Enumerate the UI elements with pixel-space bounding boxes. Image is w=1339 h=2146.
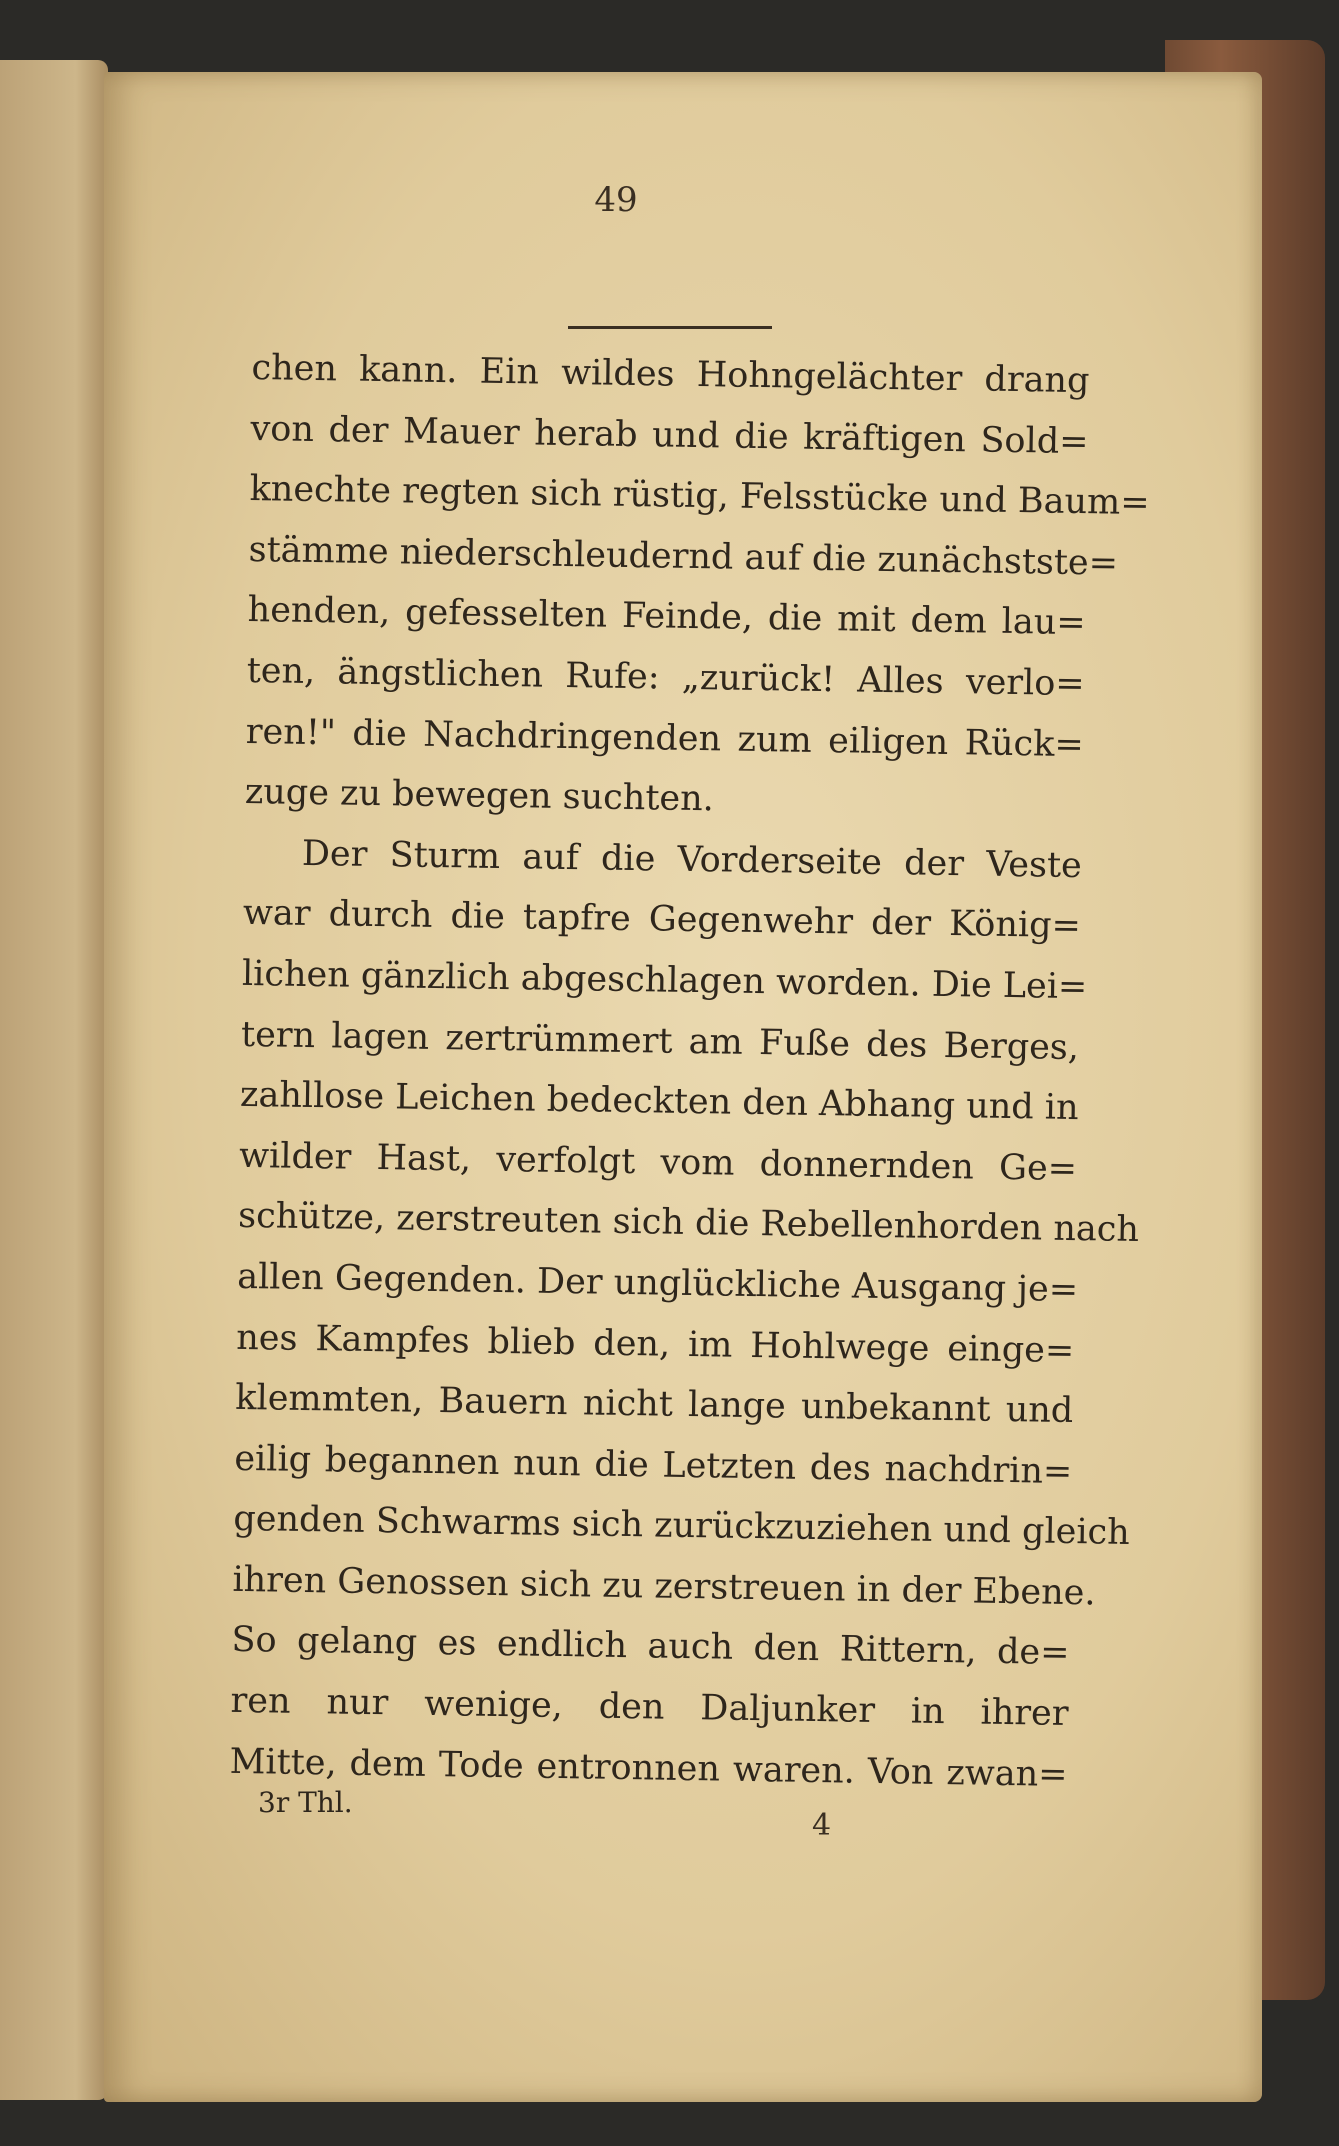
text-line: zahllose Leichen bedeckten den Abhang und in — [239, 1075, 1079, 1129]
signature-mark: 4 — [812, 1808, 832, 1843]
text-line: Der Sturm auf die Vorderseite der Veste — [301, 833, 1083, 886]
body-text — [229, 338, 1150, 1805]
text-line: schütze, zerstreuten sich die Rebellenhorden nach — [237, 1196, 1140, 1251]
text-line: eilig begannen nun die Letzten des nachdrin= — [234, 1438, 1073, 1492]
text-line: ihren Genossen sich zu zerstreuen in der Ebene. — [232, 1559, 1096, 1614]
text-line: ren nur wenige, den Daljunker in ihrer — [230, 1680, 1069, 1735]
text-line: wilder Hast, verfolgt vom donnernden Ge= — [238, 1135, 1078, 1189]
text-line: ten, ängstlichen Rufe: „zurück! Alles verlo= — [246, 650, 1085, 705]
text-line: Mitte, dem Tode entronnen waren. Von zwan= — [229, 1741, 1068, 1795]
text-line: zuge zu bewegen suchten. — [244, 772, 715, 820]
text-line: stämme niederschleudernd auf die zunächstste= — [248, 529, 1119, 584]
sheet-signature: 3r Thl. — [258, 1786, 353, 1819]
header-rule — [568, 326, 772, 329]
text-line: tern lagen zertrümmert am Fuße des Berges, — [240, 1014, 1080, 1068]
text-line: war durch die tapfre Gegenwehr der König= — [242, 893, 1082, 947]
text-line: von der Mauer herab und die kräftigen Sold= — [250, 408, 1089, 462]
text-line: henden, gefesselten Feinde, die mit dem lau= — [247, 590, 1086, 644]
text-line: genden Schwarms sich zurückzuziehen und gleich — [233, 1499, 1131, 1554]
text-line: knechte regten sich rüstig, Felsstücke und Baum= — [249, 469, 1150, 524]
text-line: nes Kampfes blieb den, im Hohlwege einge= — [235, 1317, 1075, 1371]
text-line: ren!" die Nachdringenden zum eiligen Rück= — [245, 711, 1085, 765]
page-number: 49 — [594, 180, 638, 220]
text-line: lichen gänzlich abgeschlagen worden. Die Lei= — [241, 953, 1088, 1008]
text-line: chen kann. Ein wildes Hohngelächter drang — [251, 347, 1090, 402]
text-line: So gelang es endlich auch den Rittern, de= — [231, 1620, 1070, 1674]
left-page-edge — [0, 60, 108, 2100]
text-line: allen Gegenden. Der unglückliche Ausgang je= — [236, 1256, 1079, 1310]
text-line: klemmten, Bauern nicht lange unbekannt und — [235, 1377, 1074, 1432]
